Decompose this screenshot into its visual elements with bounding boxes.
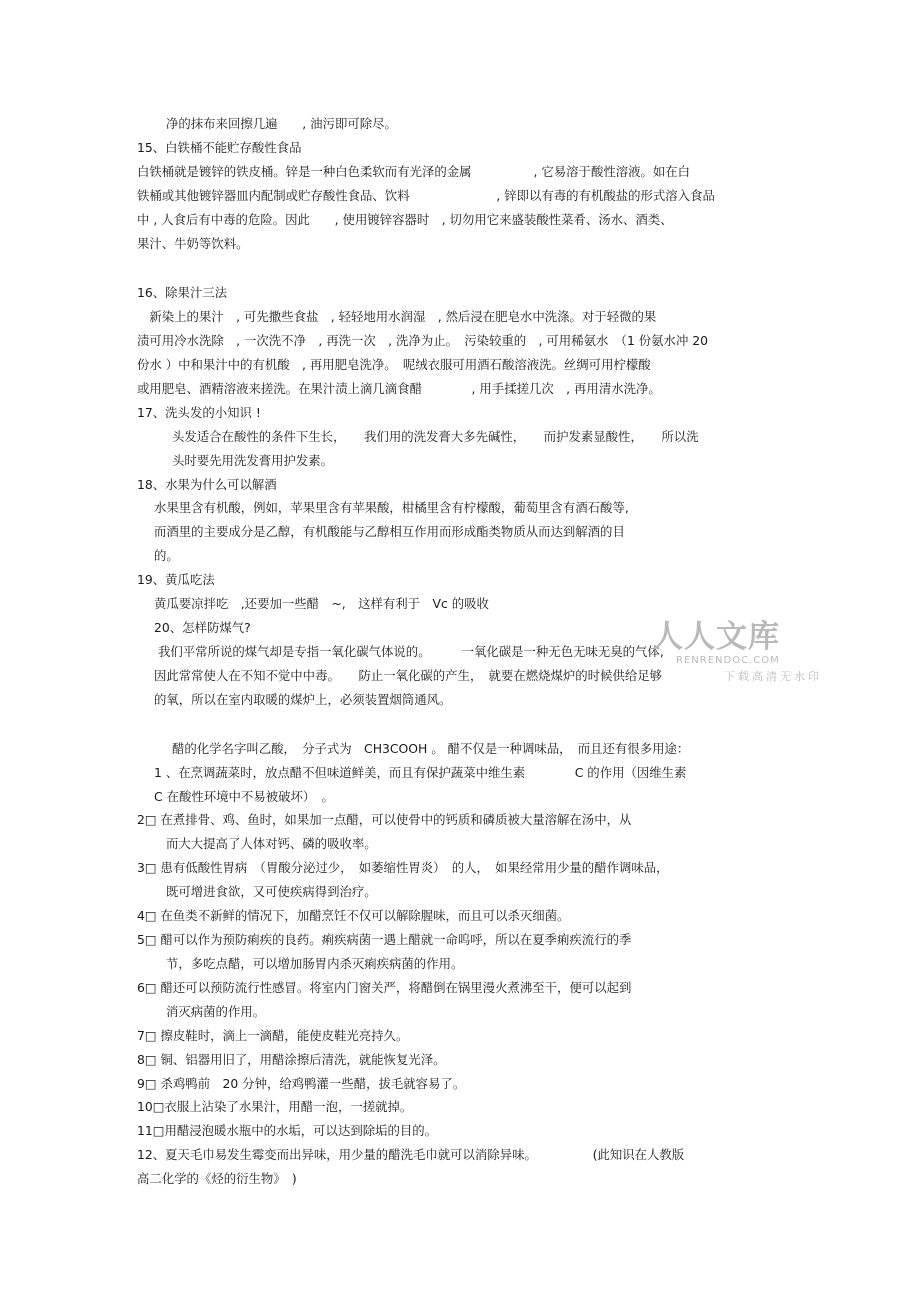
list-item: 10□衣服上沾染了水果汁，用醋一泡，一搓就掉。 bbox=[137, 1099, 413, 1114]
text-line: 我们平常所说的煤气却是专指一氧化碳气体说的。 一氧化碳是一种无色无味无臭的气体, bbox=[158, 644, 664, 659]
text-line: 头发适合在酸性的条件下生长， 我们用的洗发膏大多先碱性， 而护发素显酸性， 所以洗 bbox=[172, 429, 699, 444]
list-item: 4□ 在鱼类不新鲜的情况下，加醋烹饪不仅可以解除腥味，而且可以杀灭细菌。 bbox=[137, 908, 570, 923]
list-item: 2□ 在煮排骨、鸡、鱼时，如果加一点醋，可以使骨中的钙质和磷质被大量溶解在汤中，从 bbox=[137, 812, 632, 827]
list-item: 3□ 患有低酸性胃病 （胃酸分泌过少， 如萎缩性胃炎） 的人， 如果经常用少量的醋作调味品， bbox=[137, 860, 669, 875]
watermark-url: RENRENDOC.COM bbox=[676, 655, 780, 666]
list-item: 12、夏天毛巾易发生霉变而出异味，用少量的醋洗毛巾就可以消除异味。 (此知识在人教版 bbox=[137, 1147, 685, 1162]
text-line: 的氧，所以在室内取暖的煤炉上，必须装置烟筒通风。 bbox=[154, 692, 452, 707]
list-item: 7□ 擦皮鞋时，滴上一滴醋，能使皮鞋光亮持久。 bbox=[137, 1028, 409, 1043]
text-line: 新染上的果汁 , 可先撒些食盐 , 轻轻地用水润湿 , 然后浸在肥皂水中洗涤。对于轻微的果 bbox=[137, 309, 657, 324]
text-line: 或用肥皂、酒精溶液来搓洗。在果汁渍上滴几滴食醋 , 用手揉搓几次 , 再用清水洗净。 bbox=[137, 381, 661, 396]
text-line: 水果里含有机酸，例如，苹果里含有苹果酸，柑橘里含有柠檬酸，葡萄里含有酒石酸等, bbox=[154, 500, 629, 515]
text-line: 而酒里的主要成分是乙醇，有机酸能与乙醇相互作用而形成酯类物质从而达到解酒的目 bbox=[154, 524, 625, 539]
text-line: 的。 bbox=[154, 548, 179, 563]
text-line: 因此常常使人在不知不觉中中毒。 防止一氧化碳的产生， 就要在燃烧煤炉的时候供给足够 bbox=[154, 668, 663, 683]
section-heading: 18、水果为什么可以解酒 bbox=[137, 477, 277, 492]
section-heading: 15、白铁桶不能贮存酸性食品 bbox=[137, 140, 302, 155]
section-heading: 20、怎样防煤气? bbox=[154, 620, 251, 635]
list-item: 8□ 铜、铝器用旧了，用醋涂擦后清洗，就能恢复光泽。 bbox=[137, 1052, 446, 1067]
text-line: 头时要先用洗发膏用护发素。 bbox=[172, 453, 334, 468]
text-line: 果汁、牛奶等饮料。 bbox=[137, 236, 249, 251]
watermark-title: 人人文库 bbox=[652, 619, 780, 655]
list-item: 5□ 醋可以作为预防痢疾的良药。痢疾病菌一遇上醋就一命呜呼，所以在夏季痢疾流行的季 bbox=[137, 932, 632, 947]
watermark-note: 下载高清无水印 bbox=[724, 670, 822, 683]
section-heading: 19、黄瓜吃法 bbox=[137, 572, 215, 587]
text-line: C 在酸性环境中不易被破坏） 。 bbox=[154, 789, 334, 804]
text-line: 1 、在烹调蔬菜时，放点醋不但味道鲜美，而且有保护蔬菜中维生素 C 的作用（因维生素 bbox=[154, 765, 687, 780]
section-heading: 17、洗头发的小知识 ! bbox=[137, 405, 261, 420]
text-line: 黄瓜要凉拌吃 ,还要加一些醋 ~, 这样有利于 Vc 的吸收 bbox=[154, 596, 489, 611]
list-item: 9□ 杀鸡鸭前 20 分钟，给鸡鸭灌一些醋，拔毛就容易了。 bbox=[137, 1076, 466, 1091]
list-item: 11□用醋浸泡暖水瓶中的水垢，可以达到除垢的目的。 bbox=[137, 1123, 438, 1138]
section-heading: 16、除果汁三法 bbox=[137, 285, 228, 300]
text-line: 白铁桶就是镀锌的铁皮桶。锌是一种白色柔软而有光泽的金属 , 它易溶于酸性溶液。如在白 bbox=[137, 164, 691, 179]
text-line: 醋的化学名字叫乙酸， 分子式为 CH3COOH 。 醋不仅是一种调味品， 而且还有很多用途： bbox=[172, 741, 690, 756]
text-line: 消灭病菌的作用。 bbox=[166, 1004, 266, 1019]
text-line: 净的抹布来回擦几遍 , 油污即可除尽。 bbox=[166, 116, 397, 131]
list-item: 6□ 醋还可以预防流行性感冒。将室内门窗关严，将醋倒在锅里漫火煮沸至干，便可以起到 bbox=[137, 980, 632, 995]
text-line: 而大大提高了人体对钙、磷的吸收率。 bbox=[166, 836, 377, 851]
text-line: 份水 ）中和果汁中的有机酸 , 再用肥皂洗净。 呢绒衣服可用酒石酸溶液洗。丝绸可用柠檬酸 bbox=[137, 357, 651, 372]
text-line: 渍可用冷水洗除 , 一次洗不净 , 再洗一次 , 洗净为止。 污染较重的 , 可用稀氨水 （1 份氨水冲 20 bbox=[137, 333, 709, 348]
text-line: 既可增进食欲，又可使疾病得到治疗。 bbox=[166, 884, 377, 899]
text-line: 节，多吃点醋，可以增加肠胃内杀灭痢疾病菌的作用。 bbox=[166, 956, 464, 971]
text-line: 铁桶或其他镀锌器皿内配制或贮存酸性食品、饮料 , 锌即以有毒的有机酸盐的形式溶入食品 bbox=[137, 188, 715, 203]
text-line: 中 , 人食后有中毒的危险。因此 , 使用镀锌容器时 , 切勿用它来盛装酸性菜肴、汤水、酒类、 bbox=[137, 212, 673, 227]
text-line: 高二化学的《烃的衍生物》 ) bbox=[137, 1171, 297, 1186]
